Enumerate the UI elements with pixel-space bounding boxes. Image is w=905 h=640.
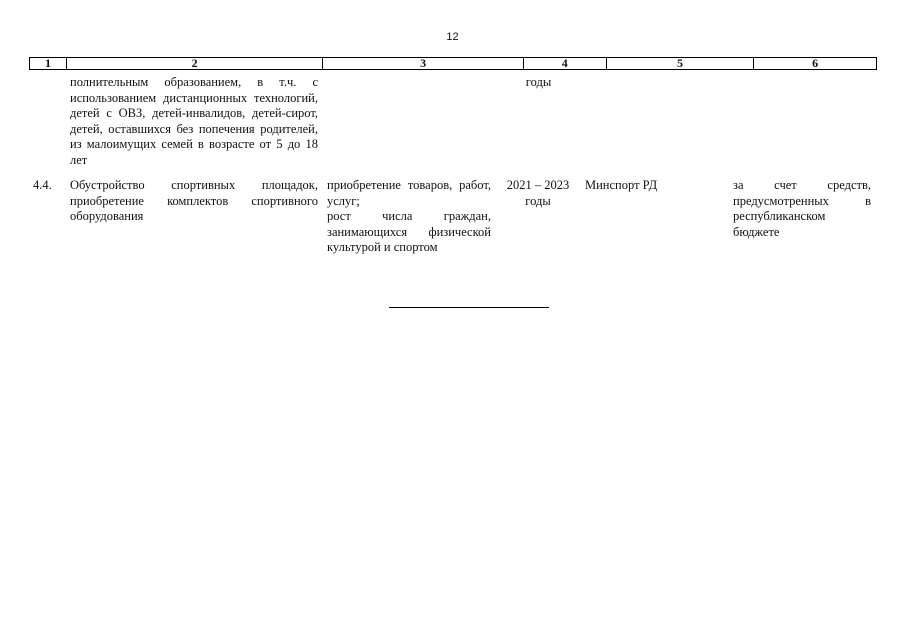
header-col-4: 4: [524, 58, 607, 69]
header-col-2: 2: [67, 58, 323, 69]
row-4-4-funding-text: за счет средств, предусмотренных в республиканском бюджете: [733, 178, 871, 239]
table-header-row: [29, 57, 877, 70]
row-4-4-result-line-1: приобретение товаров, работ, услуг;: [327, 178, 491, 208]
continued-row-activity-text: полнительным образованием, в т.ч. с использованием дистанционных технологий, детей с ОВЗ, детей-инвалидов, детей-сирот, детей, оставшихся без попечения родителей, из малоимущих семей в возрасте от 5 до 18 лет: [70, 75, 318, 167]
header-col-3: 3: [323, 58, 524, 69]
row-4-4-period-text: 2021 – 2023 годы: [506, 178, 570, 208]
row-4-4-activity-text: Обустройство спортивных площадок, приобретение комплектов спортивного оборудования: [70, 178, 318, 223]
document-end-rule: [389, 307, 549, 308]
header-col-6: 6: [812, 56, 819, 70]
row-4-4-result-cell: [327, 178, 491, 256]
header-col-1: 1: [30, 58, 67, 69]
page-number: 12: [446, 31, 459, 43]
row-4-4-number: 4.4.: [33, 178, 52, 192]
header-col-5: 5: [607, 58, 755, 69]
row-4-4-executor-text: Минспорт РД: [585, 178, 658, 192]
row-4-4-result-line-2: рост числа граждан, занимающихся физической культурой и спортом: [327, 209, 491, 254]
continued-row-period-text: годы: [525, 75, 552, 89]
